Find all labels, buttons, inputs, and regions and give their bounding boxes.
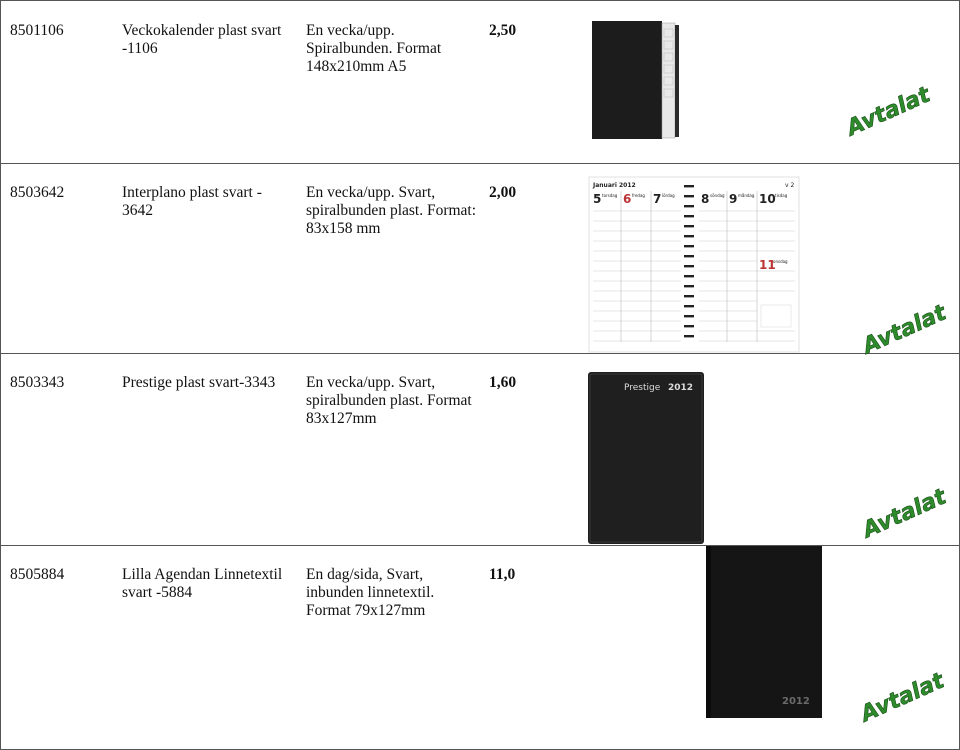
avtalat-badge	[837, 82, 935, 142]
avtalat-badge	[853, 484, 951, 544]
avtalat-badge-text: Avtalat	[843, 82, 935, 142]
product-price: 2,50	[489, 22, 517, 39]
avtalat-badge	[851, 668, 949, 728]
planner-day-name: måndag	[738, 193, 755, 198]
product-description: En vecka/upp. Svart, spiralbunden plast. Format 83x127mm	[306, 374, 472, 427]
product-code: 8501106	[10, 22, 64, 39]
planner-day-num: 9	[729, 192, 738, 206]
product-description: En vecka/upp. Spiralbunden. Format 148x210mm A5	[306, 22, 442, 75]
product-image-planner	[589, 177, 799, 352]
planner-week: v 2	[785, 182, 795, 189]
avtalat-badge-text: Avtalat	[859, 484, 951, 544]
cover-year: 2012	[668, 383, 694, 393]
planner-day-num: 6	[623, 192, 632, 206]
planner-month: Januari 2012	[593, 182, 636, 189]
planner-day-num: 7	[653, 192, 662, 206]
product-name: Prestige plast svart-3343	[122, 374, 276, 391]
product-price: 2,00	[489, 184, 517, 201]
planner-day-name: söndag	[710, 193, 725, 198]
product-name: Interplano plast svart - 3642	[122, 184, 262, 219]
product-description: En dag/sida, Svart, inbunden linnetextil. Format 79x127mm	[306, 566, 435, 619]
avtalat-badge	[853, 300, 951, 360]
product-price: 1,60	[489, 374, 517, 391]
product-image-agenda	[706, 546, 822, 718]
product-code: 8505884	[10, 566, 65, 583]
table-row	[1, 163, 959, 360]
planner-day-name: tisdag	[775, 193, 788, 198]
planner-day-name: fredag	[632, 193, 645, 198]
cover-year: 2012	[782, 696, 810, 707]
planner-day-num: 8	[701, 192, 710, 206]
cover-brand: Prestige	[624, 383, 661, 393]
avtalat-badge-text: Avtalat	[857, 668, 949, 728]
planner-day-name: torsdag	[602, 193, 618, 198]
planner-day-name: lördag	[662, 193, 675, 198]
table-row	[1, 545, 959, 749]
table-row	[1, 1, 959, 164]
product-name: Veckokalender plast svart -1106	[122, 22, 282, 57]
product-code: 8503642	[10, 184, 65, 201]
product-description: En vecka/upp. Svart, spiralbunden plast. Format: 83x158 mm	[306, 184, 477, 237]
table-row	[1, 353, 959, 546]
product-image-prestige	[588, 372, 704, 544]
avtalat-badge-text: Avtalat	[859, 300, 951, 360]
planner-day-name: onsdag	[773, 259, 788, 264]
product-image-calendar	[581, 1, 811, 163]
product-name: Lilla Agendan Linnetextil svart -5884	[122, 566, 283, 601]
planner-day-num: 5	[593, 192, 602, 206]
product-code: 8503343	[10, 374, 65, 391]
product-price: 11,0	[489, 566, 516, 583]
planner-day-num: 10	[759, 192, 776, 206]
planner-day-num: 11	[759, 258, 776, 272]
